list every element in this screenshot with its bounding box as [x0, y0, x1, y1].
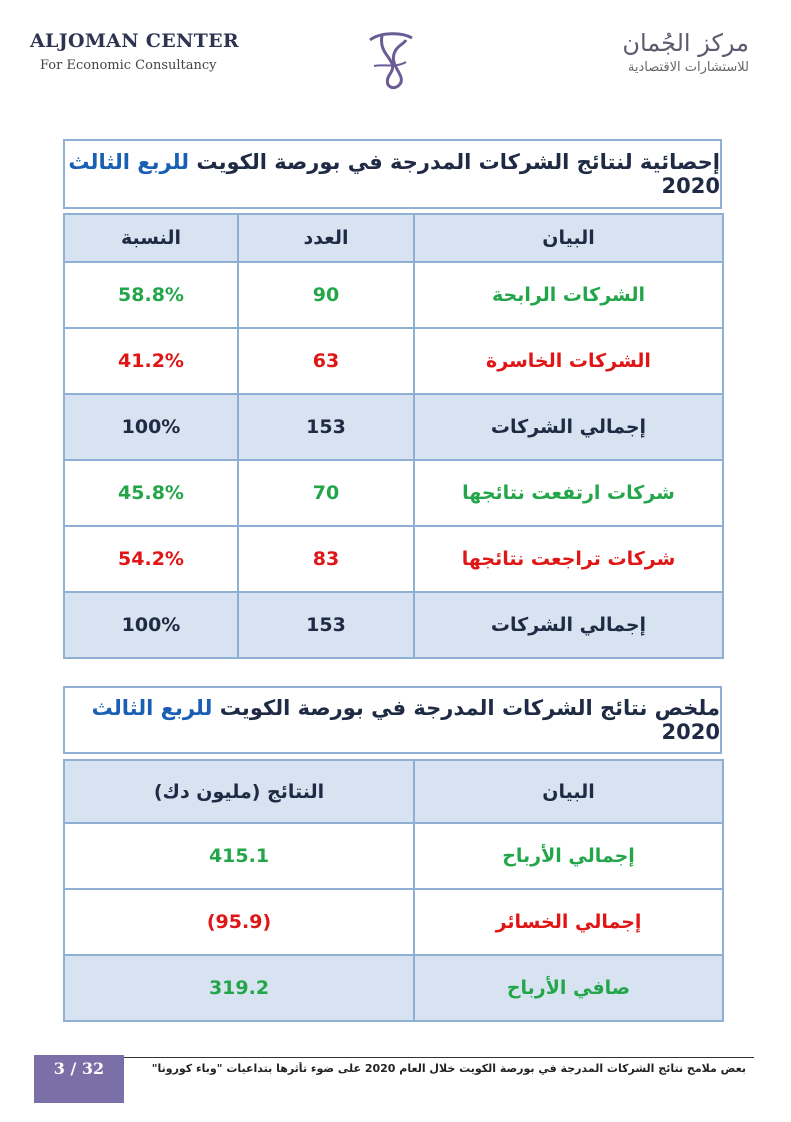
row-label: الشركات الرابحة [414, 262, 723, 328]
row-label: إجمالي الأرباح [414, 823, 723, 889]
table2-title: ملخص نتائج الشركات المدرجة في بورصة الكويت للربع الثالث 2020 [91, 696, 720, 744]
row-count: 70 [238, 460, 414, 526]
row-label: إجمالي الشركات [414, 394, 723, 460]
row-count: 83 [238, 526, 414, 592]
table2-summary [63, 759, 724, 1022]
row-count: 153 [238, 592, 414, 658]
brand-arabic-subtitle: للاستشارات الاقتصادية [627, 60, 749, 76]
header-label: البيان [414, 214, 723, 262]
table-row-total [64, 394, 723, 460]
row-count: 90 [238, 262, 414, 328]
brand-arabic [622, 30, 749, 75]
table-row [64, 889, 723, 955]
row-count: 153 [238, 394, 414, 460]
row-label: إجمالي الشركات [414, 592, 723, 658]
row-label: الشركات الخاسرة [414, 328, 723, 394]
table-header-row [64, 214, 723, 262]
header-percent: النسبة [64, 214, 238, 262]
row-value: 319.2 [64, 955, 414, 1021]
row-label: شركات ارتفعت نتائجها [414, 460, 723, 526]
row-percent: 58.8% [64, 262, 238, 328]
row-label: شركات تراجعت نتائجها [414, 526, 723, 592]
table-row-total [64, 592, 723, 658]
brand-english-name: ALJOMAN CENTER [30, 30, 239, 52]
row-percent: 41.2% [64, 328, 238, 394]
table1-title: إحصائية لنتائج الشركات المدرجة في بورصة الكويت للربع الثالث 2020 [68, 150, 720, 198]
row-value: (95.9) [64, 889, 414, 955]
table-row-total [64, 955, 723, 1021]
footer-divider [34, 1057, 754, 1058]
row-label: إجمالي الخسائر [414, 889, 723, 955]
table-row [64, 262, 723, 328]
table-row [64, 460, 723, 526]
row-count: 63 [238, 328, 414, 394]
row-label: صافي الأرباح [414, 955, 723, 1021]
footer-caption: بعض ملامح نتائج الشركات المدرجة في بورصة الكويت خلال العام 2020 على ضوء تأثرها بتداعيات "وباء كورونا" [151, 1062, 746, 1075]
row-percent: 45.8% [64, 460, 238, 526]
brand-english-subtitle: For Economic Consultancy [40, 58, 217, 73]
row-percent: 54.2% [64, 526, 238, 592]
table-header-row [64, 760, 723, 823]
table-row [64, 328, 723, 394]
row-percent: 100% [64, 394, 238, 460]
brand-english [30, 30, 239, 73]
table-row [64, 823, 723, 889]
row-percent: 100% [64, 592, 238, 658]
table1-statistics [63, 213, 724, 659]
brand-arabic-name: مركز الجُمان [622, 29, 749, 57]
header-count: العدد [238, 214, 414, 262]
header-label: البيان [414, 760, 723, 823]
page-number: 3 / 32 [34, 1055, 124, 1103]
table2-title-box [63, 686, 722, 754]
table-row [64, 526, 723, 592]
table1-title-box [63, 139, 722, 209]
header-results: النتائج (مليون دك) [64, 760, 414, 823]
logo-icon [360, 26, 420, 96]
row-value: 415.1 [64, 823, 414, 889]
